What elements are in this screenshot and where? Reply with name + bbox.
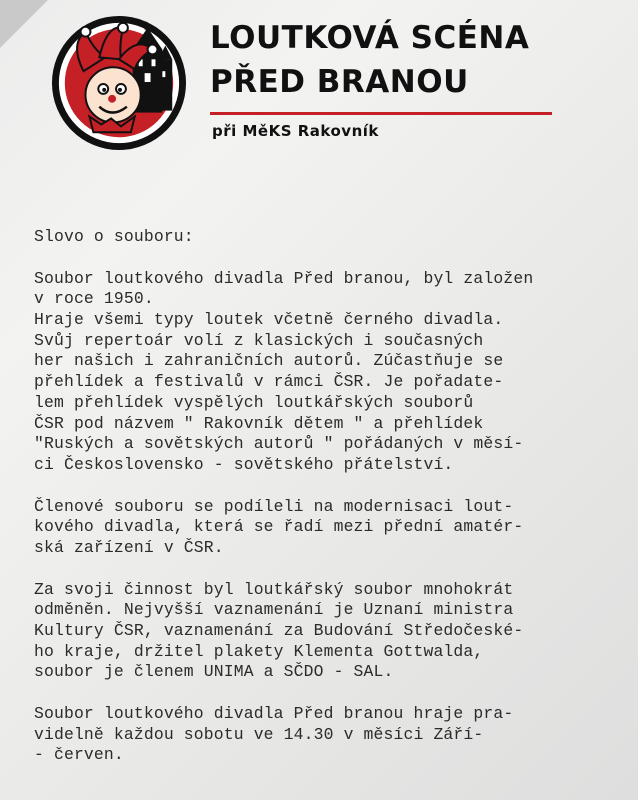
paragraph-founding <box>34 269 624 476</box>
text-line: Kultury ČSR, vaznamenání za Budování Středočeské- <box>34 621 524 640</box>
text-line: odměněn. Nejvyšší vaznamenání je Uznaní ministra <box>34 600 514 620</box>
text-line: ČSR pod názvem " Rakovník dětem " a přehlídek <box>34 413 484 433</box>
header-divider <box>210 112 552 115</box>
typewritten-text <box>34 227 624 766</box>
jester-logo-graphic <box>50 14 188 152</box>
theatre-affiliation: při MěKS Rakovník <box>212 122 379 140</box>
text-line: kového divadla, která se řadí mezi přední amatér- <box>34 517 524 537</box>
folded-corner <box>0 0 48 48</box>
theatre-name-line1: LOUTKOVÁ SCÉNA <box>210 20 530 56</box>
text-line: Za svoji činnost byl loutkářský soubor mnohokrát <box>34 579 514 599</box>
paragraph-members <box>34 497 624 559</box>
text-line: - červen. <box>34 745 124 765</box>
text-line: Hraje všemi typy loutek včetně černého divadla. <box>34 310 504 330</box>
text-line: Členové souboru se podíleli na modernisaci lout- <box>34 496 514 516</box>
text-line: Svůj repertoár volí z klasických i současných <box>34 330 484 350</box>
text-line: ho kraje, držitel plakety Klementa Gottwalda, <box>34 641 484 661</box>
text-line: Soubor loutkového divadla Před branou, byl založen <box>34 268 534 288</box>
paragraph-awards <box>34 580 624 683</box>
text-line: přehlídek a festivalů v rámci ČSR. Je pořadate- <box>34 372 504 392</box>
text-line: her našich i zahraničních autorů. Zúčastňuje se <box>34 351 504 371</box>
text-line: v roce 1950. <box>34 289 154 309</box>
theatre-name <box>210 16 529 104</box>
text-line: Soubor loutkového divadla Před branou hraje pra- <box>34 704 514 724</box>
jester-puppet-logo <box>50 14 188 152</box>
text-line: ská zařízení v ČSR. <box>34 537 224 557</box>
theatre-name-line2: PŘED BRANOU <box>210 64 469 100</box>
text-line: videlně každou sobotu ve 14.30 v měsíci Září- <box>34 724 484 744</box>
text-line: "Ruských a sovětských autorů " pořádaných v měsí- <box>34 434 524 454</box>
text-line: ci Československo - sovětského přátelství. <box>34 454 454 474</box>
text-line: soubor je členem UNIMA a SČDO - SAL. <box>34 662 394 682</box>
paragraph-schedule <box>34 704 624 766</box>
section-heading: Slovo o souboru: <box>34 227 194 246</box>
text-line: lem přehlídek vyspělých loutkářských souborů <box>34 392 474 412</box>
